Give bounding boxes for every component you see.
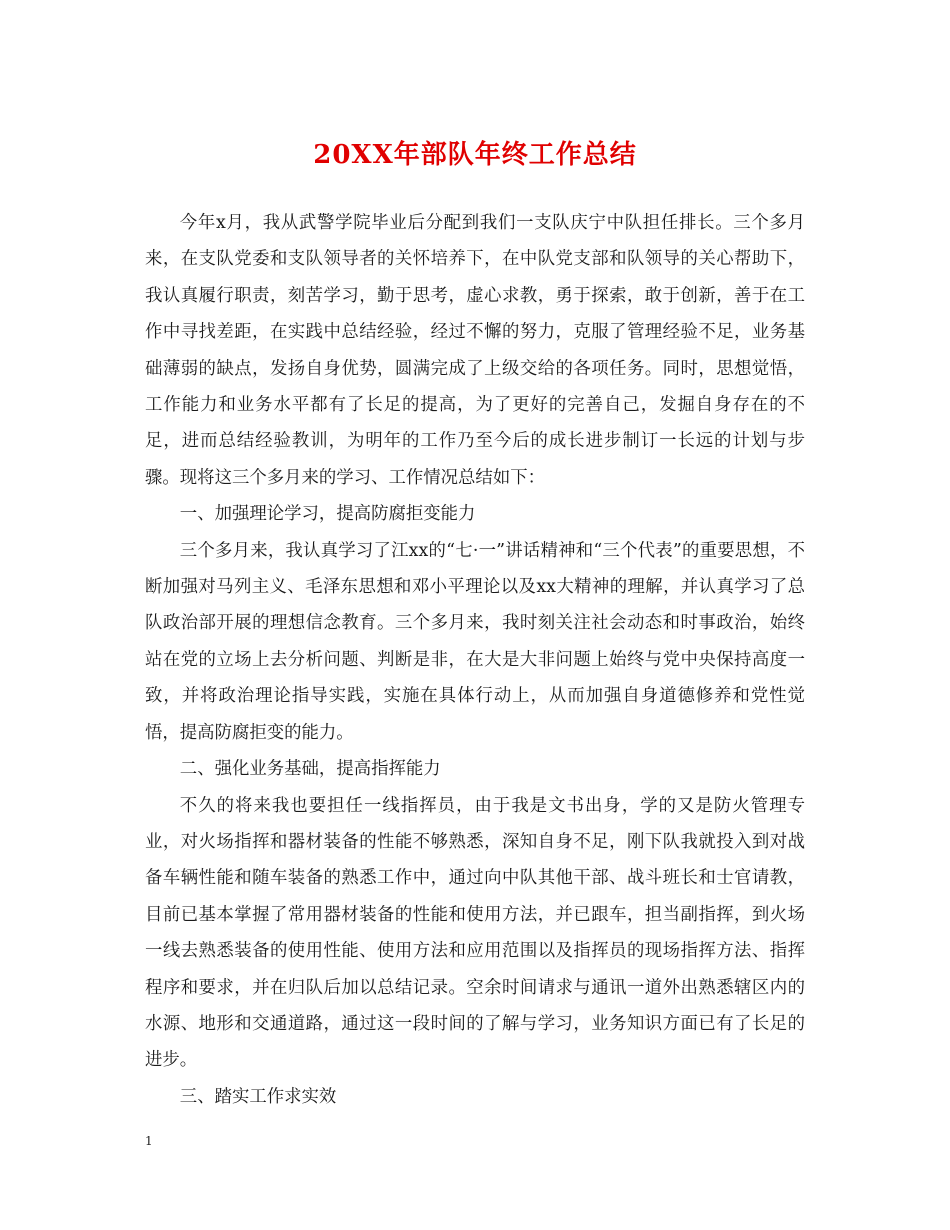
section-heading-3: 三、踏实工作求实效	[179, 1086, 337, 1107]
document-body	[145, 205, 805, 1115]
page-number: 1	[145, 1134, 153, 1148]
section-heading-2: 二、强化业务基础，提高指挥能力	[179, 759, 441, 780]
paragraph-section-1: 三个多月来，我认真学习了江xx的“七·一”讲话精神和“三个代表”的重要思想，不断加强对马列主义、毛泽东思想和邓小平理论以及xx大精神的理解，并认真学习了总队政治部开展的理想信念教育。三个多月来，我时刻关注社会动态和时事政治，始终站在党的立场上去分析问题、判断是非，在大是大非问题上始终与党中央保持高度一致，并将政治理论指导实践，实施在具体行动上，从而加强自身道德修养和党性觉悟，提高防腐拒变的能力。	[145, 540, 805, 743]
section-heading-1: 一、加强理论学习，提高防腐拒变能力	[179, 504, 476, 525]
paragraph-intro: 今年x月，我从武警学院毕业后分配到我们一支队庆宁中队担任排长。三个多月来，在支队党委和支队领导者的关怀培养下，在中队党支部和队领导的关心帮助下，我认真履行职责，刻苦学习，勤于思考，虚心求教，勇于探索，敢于创新，善于在工作中寻找差距，在实践中总结经验，经过不懈的努力，克服了管理经验不足，业务基础薄弱的缺点，发扬自身优势，圆满完成了上级交给的各项任务。同时，思想觉悟，工作能力和业务水平都有了长足的提高，为了更好的完善自己，发掘自身存在的不足，进而总结经验教训，为明年的工作乃至今后的成长进步制订一长远的计划与步骤。现将这三个多月来的学习、工作情况总结如下：	[145, 213, 805, 488]
paragraph-section-2: 不久的将来我也要担任一线指挥员，由于我是文书出身，学的又是防火管理专业，对火场指挥和器材装备的性能不够熟悉，深知自身不足，刚下队我就投入到对战备车辆性能和随车装备的熟悉工作中，通过向中队其他干部、战斗班长和士官请教，目前已基本掌握了常用器材装备的性能和使用方法，并已跟车，担当副指挥，到火场一线去熟悉装备的使用性能、使用方法和应用范围以及指挥员的现场指挥方法、指挥程序和要求，并在归队后加以总结记录。空余时间请求与通讯一道外出熟悉辖区内的水源、地形和交通道路，通过这一段时间的了解与学习，业务知识方面已有了长足的进步。	[145, 795, 805, 1071]
document-title: 20XX年部队年终工作总结	[313, 140, 637, 170]
